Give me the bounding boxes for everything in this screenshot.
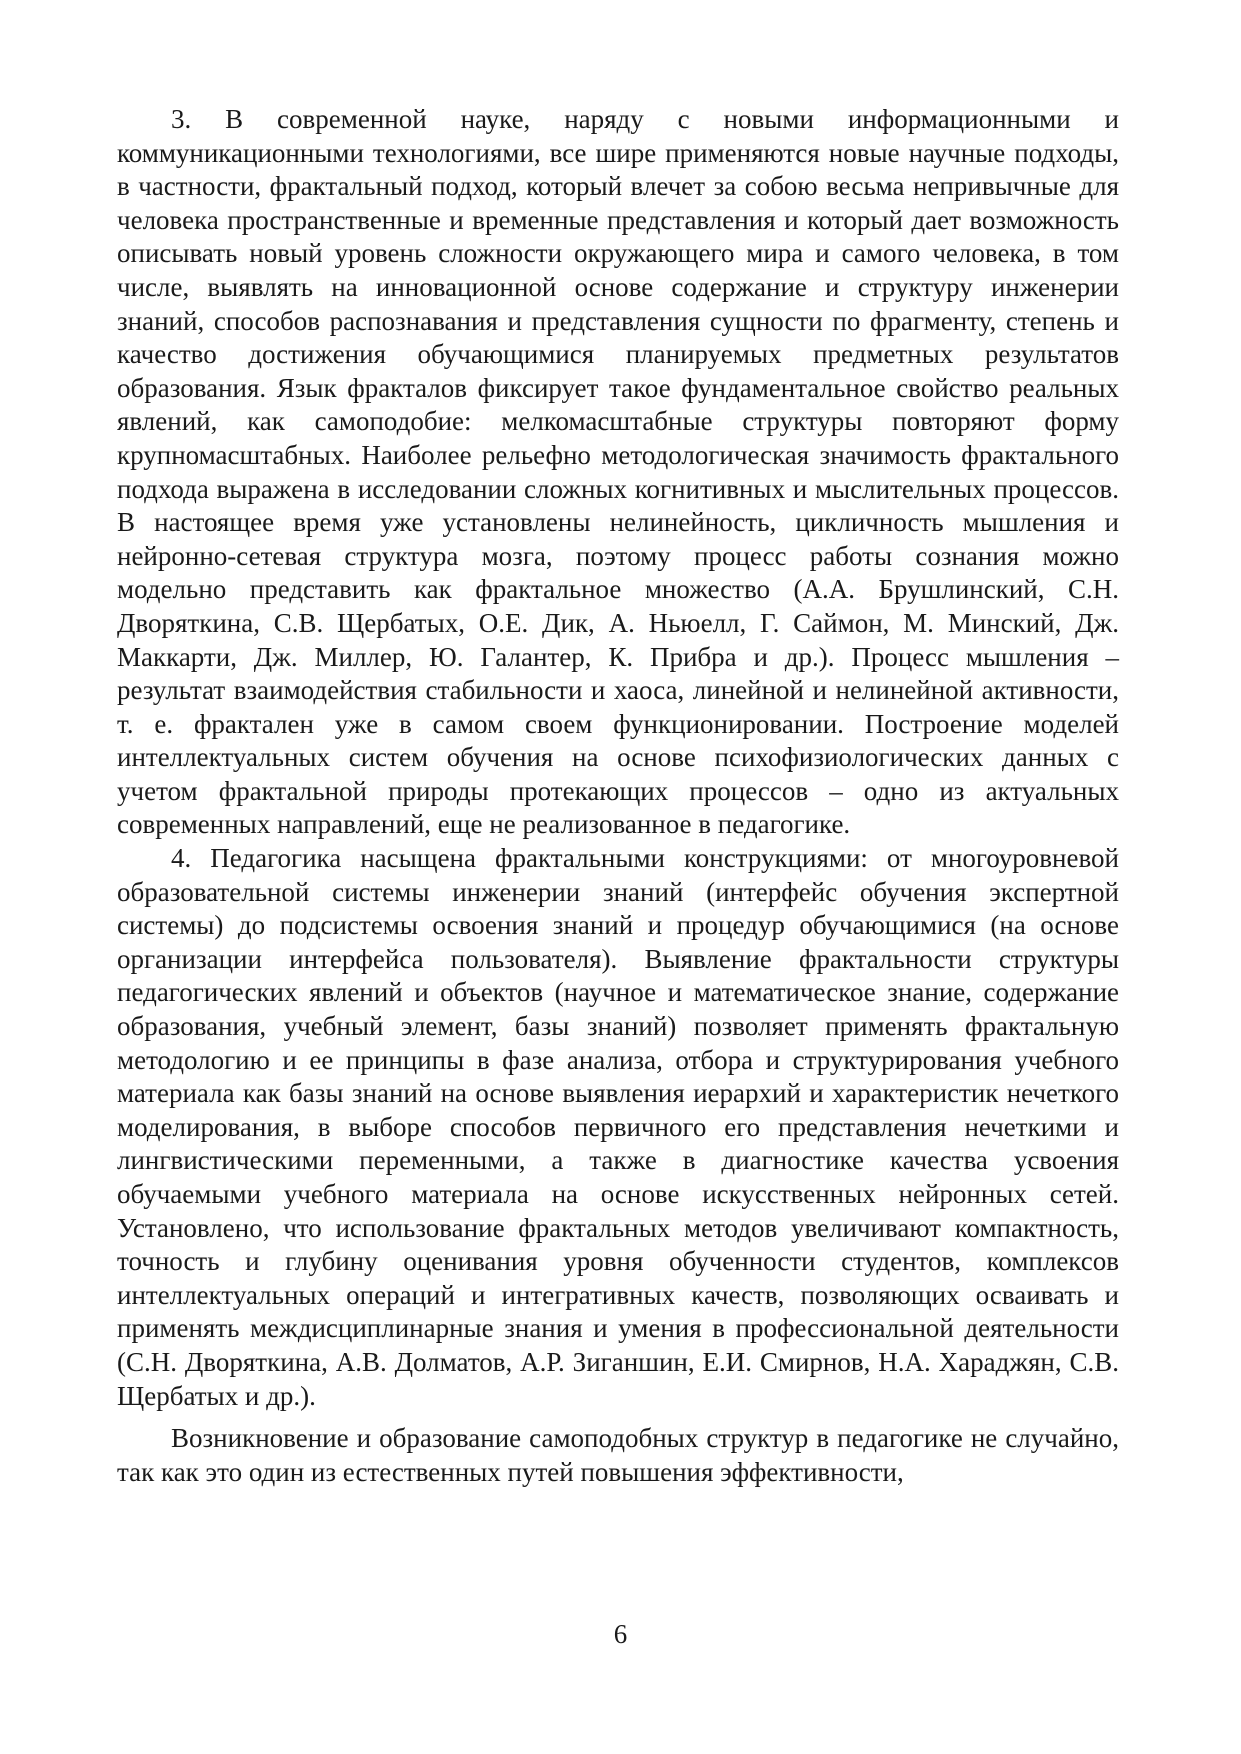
page-number: 6	[613, 1619, 628, 1649]
body-text	[117, 103, 1119, 1489]
paragraph-continuation: Возникновение и образование самоподобных структур в педагогике не случайно, так как это один из естественных путей повышения эффективности,	[117, 1423, 1119, 1487]
paragraph-3: 3. В современной науке, наряду с новыми информационными и коммуникационными технологиями, все шире применяются новые научные подходы, в частности, фрактальный подход, который влечет за собою весьма непривычные для человека пространственные и временные представления и который дает возможность описывать новый уровень сложности окружающего мира и самого человека, в том числе, выявлять на инновационной основе содержание и структуру инженерии знаний, способов распознавания и представления сущности по фрагменту, степень и качество достижения обучающимися планируемых предметных результатов образования. Язык фракталов фиксирует такое фундаментальное свойство реальных явлений, как самоподобие: мелкомасштабные структуры повторяют форму крупномасштабных. Наиболее рельефно методологическая значимость фрактального подхода выражена в исследовании сложных когнитивных и мыслительных процессов. В настоящее время уже установлены нелинейность, цикличность мышления и нейронно-сетевая структура мозга, поэтому процесс работы сознания можно модельно представить как фрактальное множество (А.А. Брушлинский, С.Н. Дворяткина, С.В. Щербатых, О.Е. Дик, А. Ньюелл, Г. Саймон, М. Минский, Дж. Маккарти, Дж. Миллер, Ю. Галантер, К. Прибра и др.). Процесс мышления – результат взаимодействия стабильности и хаоса, линейной и нелинейной активности, т. е. фрактален уже в самом своем функционировании. Построение моделей интеллектуальных систем обучения на основе психофизиологических данных с учетом фрактальной природы протекающих процессов – одно из актуальных современных направлений, еще не реализованное в педагогике.	[117, 104, 1119, 840]
paragraph-4: 4. Педагогика насыщена фрактальными конструкциями: от многоуровневой образовательной системы инженерии знаний (интерфейс обучения экспертной системы) до подсистемы освоения знаний и процедур обучающимися (на основе организации интерфейса пользователя). Выявление фрактальности структуры педагогических явлений и объектов (научное и математическое знание, содержание образования, учебный элемент, базы знаний) позволяет применять фрактальную методологию и ее принципы в фазе анализа, отбора и структурирования учебного материала как базы знаний на основе выявления иерархий и характеристик нечеткого моделирования, в выборе способов первичного его представления нечеткими и лингвистическими переменными, а также в диагностике качества усвоения обучаемыми учебного материала на основе искусственных нейронных сетей. Установлено, что использование фрактальных методов увеличивают компактность, точность и глубину оценивания уровня обученности студентов, комплексов интеллектуальных операций и интегративных качеств, позволяющих осваивать и применять междисциплинарные знания и умения в профессиональной деятельности (С.Н. Дворяткина, А.В. Долматов, А.Р. Зиганшин, Е.И. Смирнов, Н.А. Хараджян, С.В. Щербатых и др.).	[117, 843, 1119, 1411]
